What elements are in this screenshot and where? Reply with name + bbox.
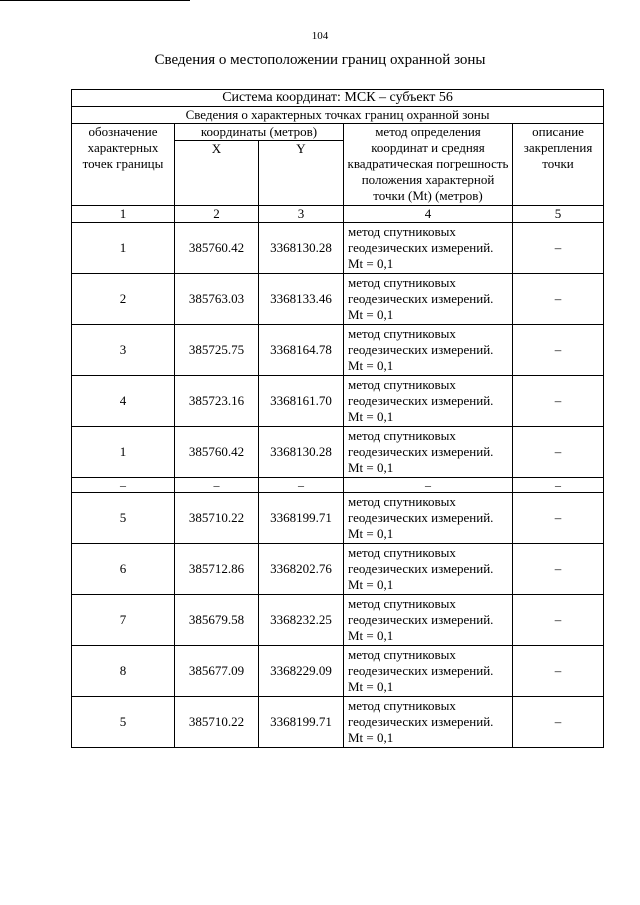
point-cell: 6 xyxy=(72,544,175,595)
method-cell: метод спутниковых геодезических измерений. Mt = 0,1 xyxy=(344,223,513,274)
description-cell: – xyxy=(513,478,604,493)
table-row xyxy=(72,697,604,748)
method-cell: – xyxy=(344,478,513,493)
description-cell: – xyxy=(513,427,604,478)
x-coordinate-cell: 385677.09 xyxy=(175,646,259,697)
description-cell: – xyxy=(513,595,604,646)
y-coordinate-cell: 3368130.28 xyxy=(259,427,344,478)
y-coordinate-cell: 3368133.46 xyxy=(259,274,344,325)
y-coordinate-cell: – xyxy=(259,478,344,493)
page-title: Сведения о местоположении границ охранной зоны xyxy=(154,52,486,68)
method-cell: метод спутниковых геодезических измерений. Mt = 0,1 xyxy=(344,274,513,325)
description-cell: – xyxy=(513,697,604,748)
y-coordinate-cell: 3368199.71 xyxy=(259,493,344,544)
x-coordinate-cell: 385763.03 xyxy=(175,274,259,325)
description-cell: – xyxy=(513,223,604,274)
y-coordinate-cell: 3368164.78 xyxy=(259,325,344,376)
point-cell: 5 xyxy=(72,697,175,748)
method-cell: метод спутниковых геодезических измерений. Mt = 0,1 xyxy=(344,697,513,748)
point-cell: 8 xyxy=(72,646,175,697)
header-rule xyxy=(0,0,190,1)
table-row xyxy=(72,544,604,595)
point-cell: – xyxy=(72,478,175,493)
table-row xyxy=(72,325,604,376)
point-cell: 7 xyxy=(72,595,175,646)
header-y: Y xyxy=(259,141,344,206)
table-row xyxy=(72,646,604,697)
x-coordinate-cell: 385725.75 xyxy=(175,325,259,376)
header-description: описание закрепления точки xyxy=(513,124,604,206)
description-cell: – xyxy=(513,376,604,427)
description-cell: – xyxy=(513,325,604,376)
column-number-row xyxy=(72,206,604,223)
y-coordinate-cell: 3368202.76 xyxy=(259,544,344,595)
column-number: 3 xyxy=(259,206,344,223)
x-coordinate-cell: 385760.42 xyxy=(175,427,259,478)
method-cell: метод спутниковых геодезических измерений. Mt = 0,1 xyxy=(344,595,513,646)
method-cell: метод спутниковых геодезических измерений. Mt = 0,1 xyxy=(344,427,513,478)
column-number: 1 xyxy=(72,206,175,223)
point-cell: 1 xyxy=(72,427,175,478)
x-coordinate-cell: 385679.58 xyxy=(175,595,259,646)
y-coordinate-cell: 3368232.25 xyxy=(259,595,344,646)
point-cell: 3 xyxy=(72,325,175,376)
point-cell: 1 xyxy=(72,223,175,274)
method-cell: метод спутниковых геодезических измерений. Mt = 0,1 xyxy=(344,493,513,544)
point-cell: 4 xyxy=(72,376,175,427)
table-row xyxy=(72,595,604,646)
x-coordinate-cell: 385712.86 xyxy=(175,544,259,595)
x-coordinate-cell: 385760.42 xyxy=(175,223,259,274)
description-cell: – xyxy=(513,646,604,697)
column-number: 2 xyxy=(175,206,259,223)
x-coordinate-cell: 385723.16 xyxy=(175,376,259,427)
column-number: 5 xyxy=(513,206,604,223)
header-point-designation: обозначение характерных точек границы xyxy=(72,124,175,206)
y-coordinate-cell: 3368130.28 xyxy=(259,223,344,274)
y-coordinate-cell: 3368199.71 xyxy=(259,697,344,748)
header-coordinates: координаты (метров) xyxy=(175,124,344,141)
method-cell: метод спутниковых геодезических измерений. Mt = 0,1 xyxy=(344,646,513,697)
method-cell: метод спутниковых геодезических измерений. Mt = 0,1 xyxy=(344,544,513,595)
point-cell: 2 xyxy=(72,274,175,325)
y-coordinate-cell: 3368161.70 xyxy=(259,376,344,427)
table-row xyxy=(72,478,604,493)
boundary-points-table xyxy=(71,89,604,748)
table-row xyxy=(72,376,604,427)
header-x: X xyxy=(175,141,259,206)
method-cell: метод спутниковых геодезических измерений. Mt = 0,1 xyxy=(344,376,513,427)
x-coordinate-cell: – xyxy=(175,478,259,493)
header-method: метод определения координат и средняя квадратическая погрешность положения характерной точки (Mt) (метров) xyxy=(344,124,513,206)
point-cell: 5 xyxy=(72,493,175,544)
description-cell: – xyxy=(513,544,604,595)
column-number: 4 xyxy=(344,206,513,223)
table-row xyxy=(72,493,604,544)
x-coordinate-cell: 385710.22 xyxy=(175,697,259,748)
table-row xyxy=(72,274,604,325)
description-cell: – xyxy=(513,274,604,325)
table-row xyxy=(72,427,604,478)
x-coordinate-cell: 385710.22 xyxy=(175,493,259,544)
table-subtitle: Сведения о характерных точках границ охранной зоны xyxy=(72,107,604,124)
page-number: 104 xyxy=(311,30,329,42)
description-cell: – xyxy=(513,493,604,544)
y-coordinate-cell: 3368229.09 xyxy=(259,646,344,697)
coordinate-system-label: Система координат: МСК – субъект 56 xyxy=(72,90,604,107)
method-cell: метод спутниковых геодезических измерений. Mt = 0,1 xyxy=(344,325,513,376)
table-row xyxy=(72,223,604,274)
